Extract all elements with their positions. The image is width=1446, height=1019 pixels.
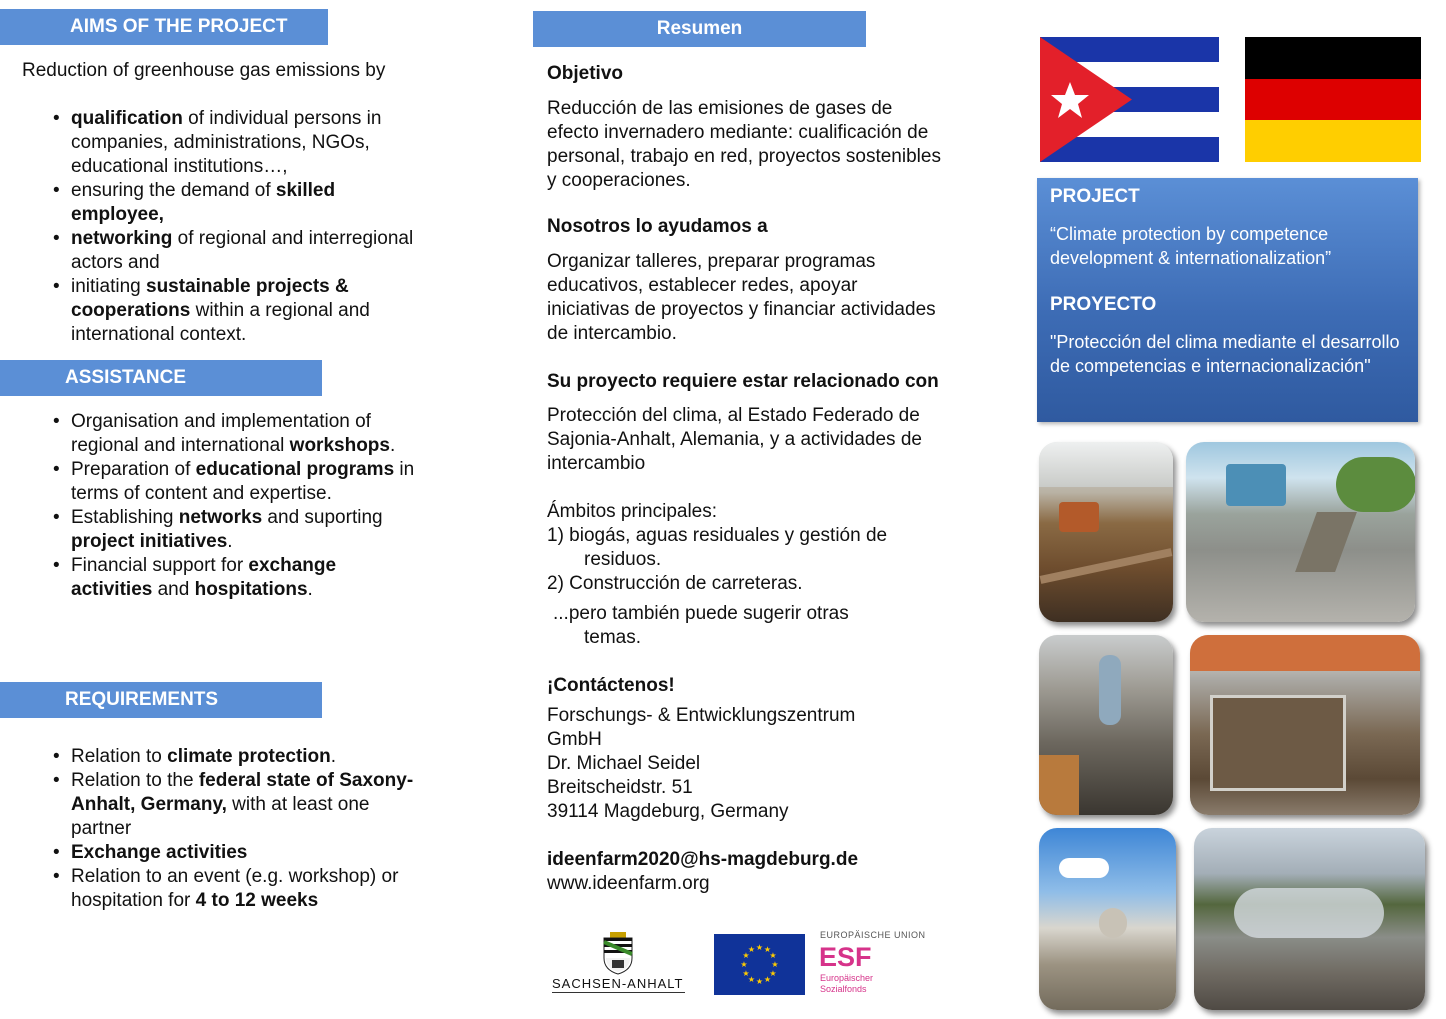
ambito-3b: temas. bbox=[584, 627, 642, 648]
bullet-icon: • bbox=[53, 842, 60, 863]
contact-org-2: GmbH bbox=[547, 729, 602, 750]
aims-item-text: initiating bbox=[71, 276, 146, 297]
cuba-flag bbox=[1040, 37, 1219, 162]
objetivo-heading: Objetivo bbox=[547, 63, 624, 84]
assistance-item-text: and suporting bbox=[262, 507, 383, 528]
assistance-item-text: . bbox=[389, 435, 396, 456]
svg-text:★: ★ bbox=[763, 945, 772, 954]
aims-intro: Reduction of greenhouse gas emissions by bbox=[22, 60, 386, 81]
bullet-icon: • bbox=[53, 411, 60, 432]
aims-item bbox=[53, 275, 421, 347]
assistance-item-text: project initiatives bbox=[71, 531, 228, 552]
requirements-item-text: with at least one partner bbox=[71, 794, 370, 839]
ambito-2: 2) Construcción de carreteras. bbox=[547, 573, 803, 594]
ambito-3: ...pero también puede sugerir otras bbox=[553, 603, 849, 624]
resumen-body bbox=[547, 62, 942, 896]
svg-text:★: ★ bbox=[763, 975, 772, 984]
project-label: PROJECT bbox=[1050, 186, 1140, 207]
requirements-item bbox=[53, 865, 421, 913]
photo-landfill-smoke bbox=[1039, 828, 1176, 1010]
ambito-1b: residuos. bbox=[584, 549, 662, 570]
requirements-list bbox=[53, 745, 421, 913]
aims-item-text: networking bbox=[71, 228, 173, 249]
aims-item bbox=[53, 179, 421, 227]
svg-text:★: ★ bbox=[755, 943, 764, 952]
project-title: “Climate protection by competence development & internationalization” bbox=[1050, 224, 1332, 268]
svg-text:★: ★ bbox=[755, 977, 764, 986]
requirements-item-text: climate protection bbox=[167, 746, 331, 767]
aims-item-text: within a regional and international context. bbox=[71, 300, 370, 345]
bullet-icon: • bbox=[53, 746, 60, 767]
svg-text:★: ★ bbox=[747, 975, 756, 984]
esf-line-2: Sozialfonds bbox=[820, 984, 867, 994]
assistance-item-text: in terms of content and expertise. bbox=[71, 459, 415, 504]
aims-item-text: of individual persons in companies, administrations, NGOs, educational institutions…, bbox=[71, 108, 382, 177]
aims-item-text: skilled employee, bbox=[71, 180, 336, 225]
coat-of-arms-icon bbox=[598, 932, 638, 976]
esf-big-label: ESF bbox=[819, 942, 872, 972]
photo-workshop-building bbox=[1039, 442, 1173, 622]
aims-item bbox=[53, 107, 421, 179]
assistance-item-text: . bbox=[227, 531, 233, 552]
resumen-title: Resumen bbox=[656, 18, 743, 39]
photo-worker-tank bbox=[1039, 635, 1173, 815]
bullet-icon: • bbox=[53, 555, 60, 576]
svg-text:★: ★ bbox=[740, 960, 748, 969]
contact-website[interactable]: www.ideenfarm.org bbox=[547, 873, 710, 894]
assistance-item-text: Establishing bbox=[71, 507, 179, 528]
requirements-item bbox=[53, 769, 421, 841]
assistance-list bbox=[53, 410, 421, 602]
requirements-item bbox=[53, 745, 421, 769]
contact-name: Dr. Michael Seidel bbox=[547, 753, 701, 774]
svg-text:★: ★ bbox=[742, 969, 750, 978]
assistance-item bbox=[53, 554, 421, 602]
aims-item-text: of regional and interregional actors and bbox=[71, 228, 414, 273]
photo-road-truck bbox=[1186, 442, 1415, 622]
requiere-heading: Su proyecto requiere estar relacionado con bbox=[547, 371, 939, 392]
contact-email[interactable]: ideenfarm2020@hs-magdeburg.de bbox=[547, 849, 859, 870]
requirements-item-text: Relation to bbox=[71, 746, 168, 767]
aims-list bbox=[53, 107, 421, 347]
assistance-item-text: Financial support for bbox=[71, 555, 249, 576]
eu-stars-icon bbox=[714, 934, 805, 995]
assistance-item-text: and bbox=[152, 579, 195, 600]
svg-text:★: ★ bbox=[769, 969, 777, 978]
objetivo-text: Reducción de las emisiones de gases de efecto invernadero mediante: cualificación de personal, trabajo en red, proyectos sostenibles y cooperaciones. bbox=[547, 98, 941, 191]
svg-text:★: ★ bbox=[769, 951, 777, 960]
aims-item-text: sustainable projects & cooperations bbox=[71, 276, 349, 321]
eu-flag bbox=[714, 934, 805, 995]
assistance-header bbox=[0, 360, 322, 396]
requirements-header bbox=[0, 682, 322, 718]
ambito-1: 1) biogás, aguas residuales y gestión de bbox=[547, 525, 888, 546]
bullet-icon: • bbox=[53, 228, 60, 249]
assistance-item bbox=[53, 458, 421, 506]
project-box bbox=[1037, 178, 1418, 422]
assistance-item-text: exchange activities bbox=[71, 555, 337, 600]
contact-city: 39114 Magdeburg, Germany bbox=[547, 801, 789, 822]
bullet-icon: • bbox=[53, 459, 60, 480]
esf-logo bbox=[820, 930, 930, 998]
esf-top-label: EUROPÄISCHE UNION bbox=[820, 930, 926, 940]
bullet-icon: • bbox=[53, 108, 60, 129]
ayudamos-heading: Nosotros lo ayudamos a bbox=[547, 216, 768, 237]
requirements-item bbox=[53, 841, 421, 865]
requirements-title: REQUIREMENTS bbox=[65, 689, 219, 710]
sachsen-anhalt-logo bbox=[548, 928, 688, 996]
esf-line-1: Europäischer bbox=[820, 973, 874, 983]
photo-wastewater-basin bbox=[1190, 635, 1420, 815]
assistance-item-text: hospitations bbox=[194, 579, 308, 600]
assistance-item bbox=[53, 506, 421, 554]
sachsen-anhalt-label: SACHSEN-ANHALT bbox=[552, 976, 684, 991]
aims-item-text: qualification bbox=[71, 108, 183, 129]
aims-title: AIMS OF THE PROJECT bbox=[70, 16, 288, 37]
contact-street: Breitscheidstr. 51 bbox=[547, 777, 693, 798]
germany-flag bbox=[1245, 37, 1421, 162]
requirements-item-text: Exchange activities bbox=[71, 842, 248, 863]
ambitos-heading: Ámbitos principales: bbox=[547, 501, 718, 522]
assistance-item-text: workshops bbox=[289, 435, 390, 456]
photo-burning-waste bbox=[1194, 828, 1425, 1010]
assistance-item-text: networks bbox=[178, 507, 263, 528]
assistance-item-text: Preparation of bbox=[71, 459, 196, 480]
requirements-item-text: 4 to 12 weeks bbox=[195, 890, 319, 911]
contact-heading: ¡Contáctenos! bbox=[547, 675, 675, 696]
requirements-item-text: . bbox=[330, 746, 337, 767]
assistance-item-text: educational programs bbox=[195, 459, 395, 480]
assistance-item-text: Organisation and implementation of regional and international bbox=[71, 411, 371, 456]
bullet-icon: • bbox=[53, 866, 60, 887]
bullet-icon: • bbox=[53, 507, 60, 528]
bullet-icon: • bbox=[53, 770, 60, 791]
assistance-item bbox=[53, 410, 421, 458]
svg-text:★: ★ bbox=[771, 960, 779, 969]
svg-text:★: ★ bbox=[747, 945, 756, 954]
requirements-item-text: Relation to an event (e.g. workshop) or hospitation for bbox=[71, 866, 399, 911]
assistance-item-text: . bbox=[307, 579, 313, 600]
requiere-text: Protección del clima, al Estado Federado de Sajonia-Anhalt, Alemania, y a actividades de intercambio bbox=[547, 405, 922, 474]
requirements-item-text: Relation to the bbox=[71, 770, 199, 791]
aims-item-text: ensuring the demand of bbox=[71, 180, 276, 201]
assistance-title: ASSISTANCE bbox=[65, 367, 187, 388]
contact-org-1: Forschungs- & Entwicklungszentrum bbox=[547, 705, 856, 726]
resumen-header bbox=[533, 11, 866, 47]
proyecto-title: "Protección del clima mediante el desarrollo de competencias e internacionalización" bbox=[1050, 332, 1400, 376]
requirements-item-text: federal state of Saxony-Anhalt, Germany, bbox=[71, 770, 414, 815]
aims-item bbox=[53, 227, 421, 275]
bullet-icon: • bbox=[53, 276, 60, 297]
bullet-icon: • bbox=[53, 180, 60, 201]
svg-text:★: ★ bbox=[742, 951, 750, 960]
aims-header bbox=[0, 9, 328, 45]
ayudamos-text: Organizar talleres, preparar programas educativos, establecer redes, apoyar iniciativas de proyectos y financiar actividades de intercambio. bbox=[547, 251, 936, 344]
proyecto-label: PROYECTO bbox=[1050, 294, 1157, 315]
